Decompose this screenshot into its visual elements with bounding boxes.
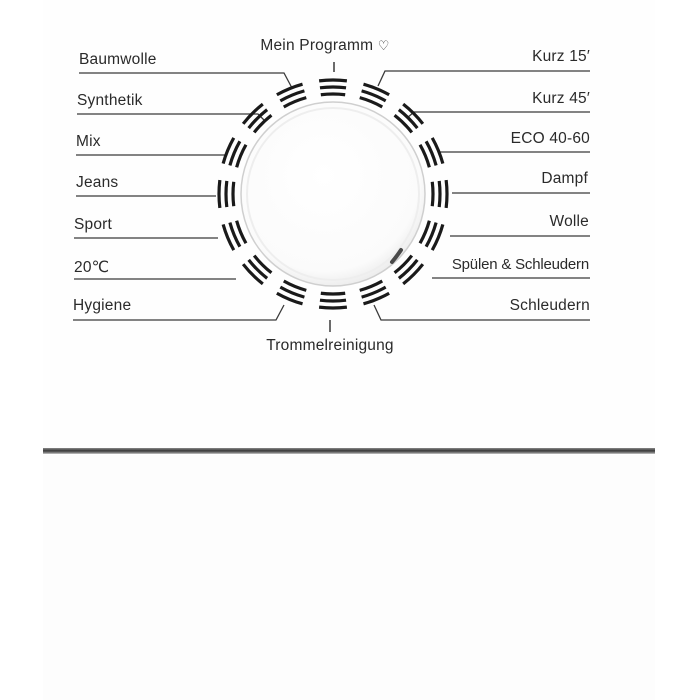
dial-tick-mark [321, 94, 345, 95]
dial-tick-mark [226, 181, 227, 207]
program-label-eco-40-60: ECO 40-60 [510, 130, 590, 147]
program-label-trommelreinigung: Trommelreinigung [266, 337, 394, 354]
leader-line-synthetik [77, 114, 264, 120]
program-label-sport: Sport [74, 216, 113, 233]
dial-tick-mark [432, 182, 433, 206]
dial-tick-mark [219, 180, 220, 208]
leader-line-kurz-15 [378, 71, 590, 86]
dial-tick-mark [320, 87, 346, 88]
dial-tick-mark [319, 80, 347, 81]
heart-outline-icon: ♡ [377, 38, 390, 53]
dial-tick-mark [319, 307, 347, 308]
dial-tick-mark [321, 293, 345, 294]
dial-tick-mark [233, 182, 234, 206]
program-label-dampf: Dampf [541, 170, 588, 187]
program-label-mein-programm: Mein Programm ♡ [260, 37, 390, 54]
program-label-mix: Mix [76, 133, 101, 150]
program-label-jeans: Jeans [76, 174, 119, 191]
program-label-20c: 20℃ [74, 259, 110, 276]
program-label-spuelen-schleudern: Spülen & Schleudern [451, 256, 589, 273]
leader-line-baumwolle [79, 73, 292, 88]
leader-line-kurz-45 [407, 112, 590, 118]
program-label-kurz-15: Kurz 15′ [532, 48, 590, 65]
leader-line-hygiene [73, 305, 284, 320]
program-label-kurz-45: Kurz 45′ [532, 90, 590, 107]
leader-line-schleudern [374, 305, 590, 320]
program-label-hygiene: Hygiene [73, 297, 132, 314]
dial-tick-mark [320, 300, 346, 301]
program-label-schleudern: Schleudern [509, 297, 590, 314]
dial-tick-mark [446, 180, 447, 208]
dial-tick-mark [439, 181, 440, 207]
program-label-baumwolle: Baumwolle [79, 51, 157, 68]
program-label-wolle: Wolle [549, 213, 589, 230]
program-label-synthetik: Synthetik [77, 92, 143, 109]
